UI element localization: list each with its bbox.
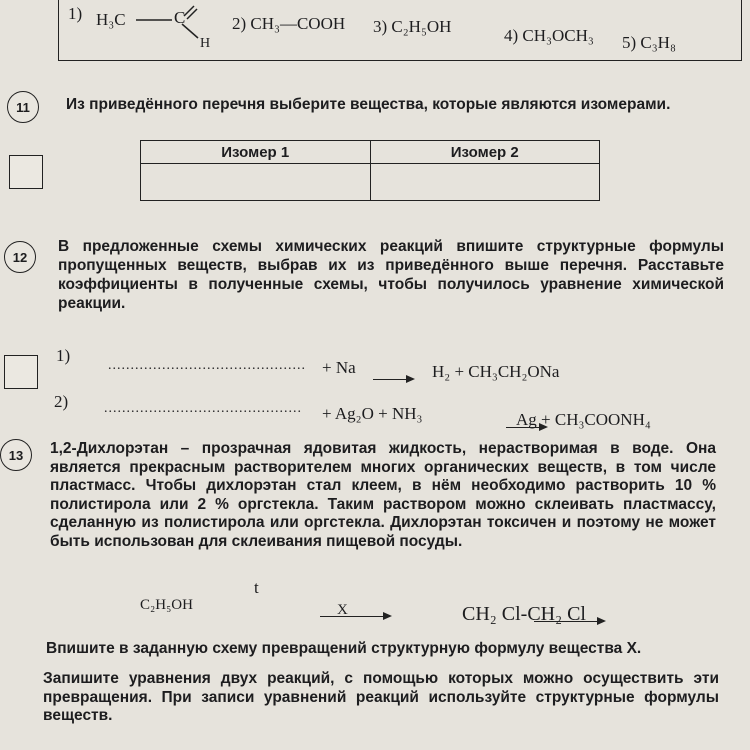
option-1-number: 1) [68, 4, 83, 23]
question-11-number: 11 [7, 91, 39, 123]
isomer-1-header: Изомер 1 [141, 141, 371, 164]
isomer-table [140, 140, 600, 201]
reaction-2-right: Ag + CH₃COONH₄ [516, 410, 651, 429]
scheme-product: CH₂ Cl-CH₂ Cl [462, 603, 586, 625]
option-1-hydrogen: H [200, 36, 211, 51]
question-12-text: В предложенные схемы химических реакций впишите структурные формулы пропущенных веществ, выбрав их из приведённого выше перечня. Расставьте коэффициенты в полученные схемы, чтобы получилось уравнение химической реакции. [58, 238, 724, 312]
question-11-text: Из приведённого перечня выберите вещества, которые являются изомерами. [66, 96, 671, 113]
scheme-condition: t [254, 578, 259, 597]
task-2-text: Запишите уравнения двух реакций, с помощью которых можно осуществить эти превращения. При записи уравнений реакций используйте структурные формулы веществ. [43, 670, 719, 724]
scheme-start: C₂H₅OH [140, 597, 193, 613]
reaction-1-left: + Na [322, 358, 356, 377]
question-13-text: 1,2-Дихлорэтан – прозрачная ядовитая жидкость, нерастворимая в воде. Она является прекрасным растворителем многих органических веществ, в том числе пластмасс. Чтобы дихлорэтан стал клеем, в нём необходимо растворить 10 % полистирола или 2 % оргстекла. Таким раствором можно склеивать пластмассу, сделанную из полистирола или оргстекла. Дихлорэтан токсичен и поэтому не может быть использован для склеивания пищевой посуды. [50, 440, 716, 550]
option-4: 4) CH₃OCH₃ [504, 26, 594, 45]
isomer-1-cell[interactable] [141, 164, 371, 201]
reaction-2-number: 2) [54, 392, 69, 411]
reaction-1-arrow-icon [373, 379, 413, 381]
question-13-number: 13 [0, 439, 32, 471]
option-1-carbon: C [174, 8, 186, 27]
option-2: 2) CH₃—COOH [232, 14, 346, 33]
option-3: 3) C₂H₅OH [373, 17, 452, 36]
reaction-1-number: 1) [56, 346, 71, 365]
question-12-answer-box[interactable] [4, 355, 38, 389]
question-11-answer-box[interactable] [9, 155, 43, 189]
option-1-h3c: H₃C [96, 10, 126, 29]
option-5: 5) C₃H₈ [622, 33, 676, 52]
reaction-1-blank[interactable]: ............................................ [108, 358, 306, 373]
reaction-2-left: + Ag₂O + NH₃ [322, 404, 423, 423]
question-12-number: 12 [4, 241, 36, 273]
reaction-1-right: H₂ + CH₃CH₂ONa [432, 362, 560, 381]
isomer-2-cell[interactable] [370, 164, 600, 201]
task-1-text: Впишите в заданную схему превращений структурную формулу вещества X. [46, 640, 642, 657]
scheme-arrow-1-icon [320, 616, 390, 618]
isomer-2-header: Изомер 2 [370, 141, 600, 164]
aldehyde-structure-icon [132, 2, 202, 52]
scheme-intermediate-x: X [337, 602, 348, 618]
reaction-2-blank[interactable]: ............................................ [104, 401, 302, 416]
